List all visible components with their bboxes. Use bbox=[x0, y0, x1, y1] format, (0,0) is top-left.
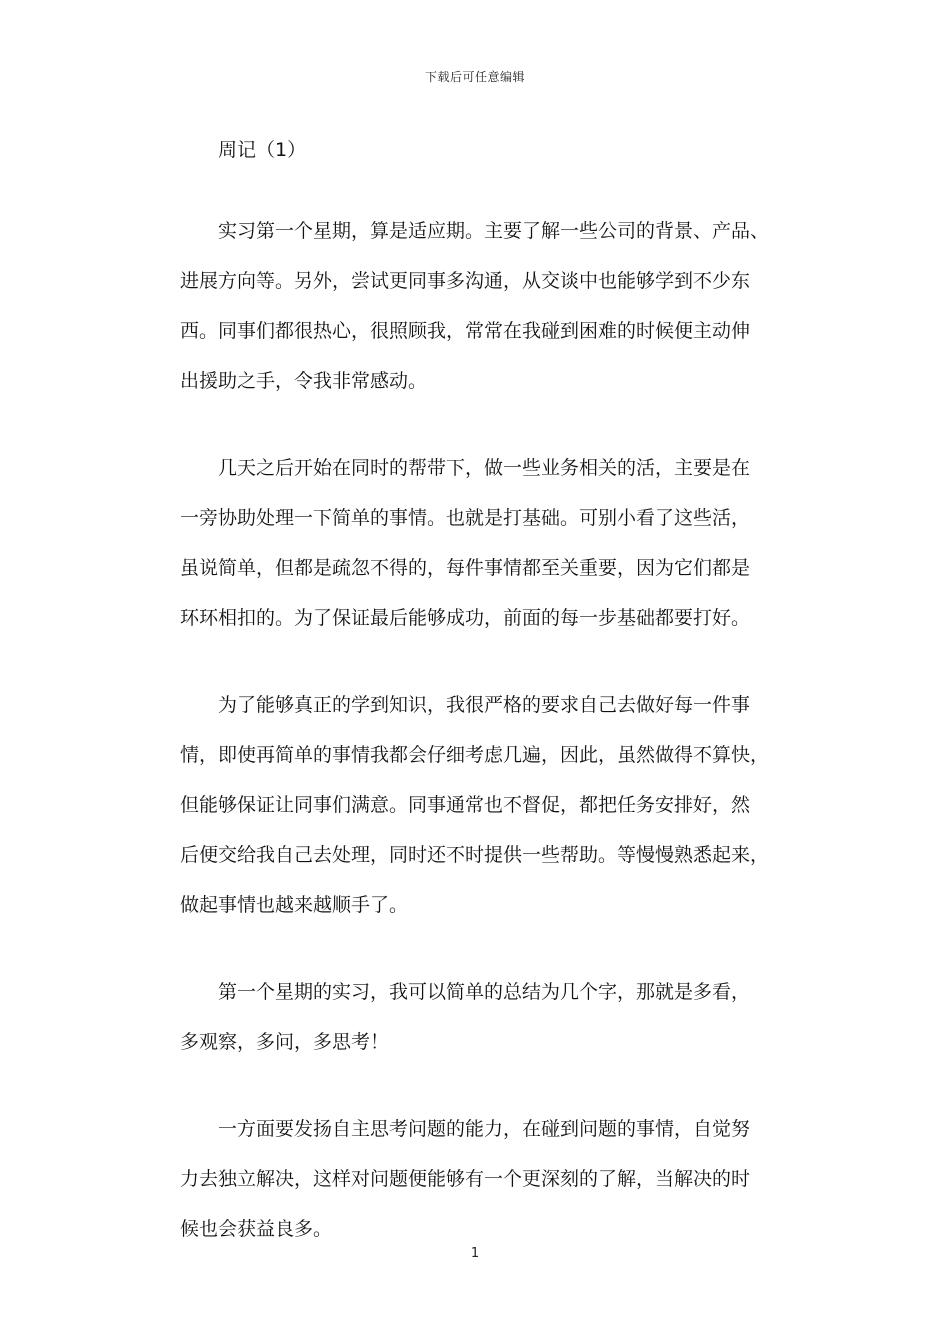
paragraph-line: 进展方向等。另外，尝试更同事多沟通，从交谈中也能够学到不少东 bbox=[180, 270, 751, 292]
paragraph-line: 实习第一个星期，算是适应期。主要了解一些公司的背景、产品、 bbox=[218, 220, 770, 242]
paragraph-line: 做起事情也越来越顺手了。 bbox=[180, 894, 409, 916]
paragraph-line: 出援助之手，令我非常感动。 bbox=[180, 370, 428, 392]
paragraph-5 bbox=[180, 1104, 770, 1254]
paragraph-line: 一旁协助处理一下简单的事情。也就是打基础。可别小看了这些活， bbox=[180, 507, 751, 529]
paragraph-2 bbox=[180, 443, 770, 643]
paragraph-line: 西。同事们都很热心，很照顾我，常常在我碰到困难的时候便主动伸 bbox=[180, 320, 751, 342]
paragraph-line: 虽说简单，但都是疏忽不得的，每件事情都至关重要，因为它们都是 bbox=[180, 557, 751, 579]
page-number: 1 bbox=[470, 1246, 480, 1261]
header-note: 下载后可任意编辑 bbox=[424, 70, 525, 84]
document-body bbox=[180, 132, 770, 1254]
paragraph-line: 候也会获益良多。 bbox=[180, 1218, 333, 1240]
paragraph-line: 环环相扣的。为了保证最后能够成功，前面的每一步基础都要打好。 bbox=[180, 607, 751, 629]
paragraph-4 bbox=[180, 967, 770, 1067]
paragraph-line: 一方面要发扬自主思考问题的能力，在碰到问题的事情，自觉努 bbox=[218, 1118, 751, 1140]
document-title: 周记（1） bbox=[218, 139, 307, 161]
paragraph-line: 几天之后开始在同时的帮带下，做一些业务相关的活，主要是在 bbox=[218, 457, 751, 479]
paragraph-1 bbox=[180, 206, 770, 406]
paragraph-3 bbox=[180, 680, 770, 930]
paragraph-line: 力去独立解决，这样对问题便能够有一个更深刻的了解，当解决的时 bbox=[180, 1168, 751, 1190]
paragraph-line: 为了能够真正的学到知识，我很严格的要求自己去做好每一件事 bbox=[218, 694, 751, 716]
paragraph-line: 但能够保证让同事们满意。同事通常也不督促，都把任务安排好，然 bbox=[180, 794, 751, 816]
paragraph-line: 后便交给我自己去处理，同时还不时提供一些帮助。等慢慢熟悉起来， bbox=[180, 844, 770, 866]
paragraph-line: 多观察，多问，多思考！ bbox=[180, 1031, 390, 1053]
paragraph-line: 情，即使再简单的事情我都会仔细考虑几遍，因此，虽然做得不算快， bbox=[180, 744, 770, 766]
paragraph-line: 第一个星期的实习，我可以简单的总结为几个字，那就是多看， bbox=[218, 981, 751, 1003]
